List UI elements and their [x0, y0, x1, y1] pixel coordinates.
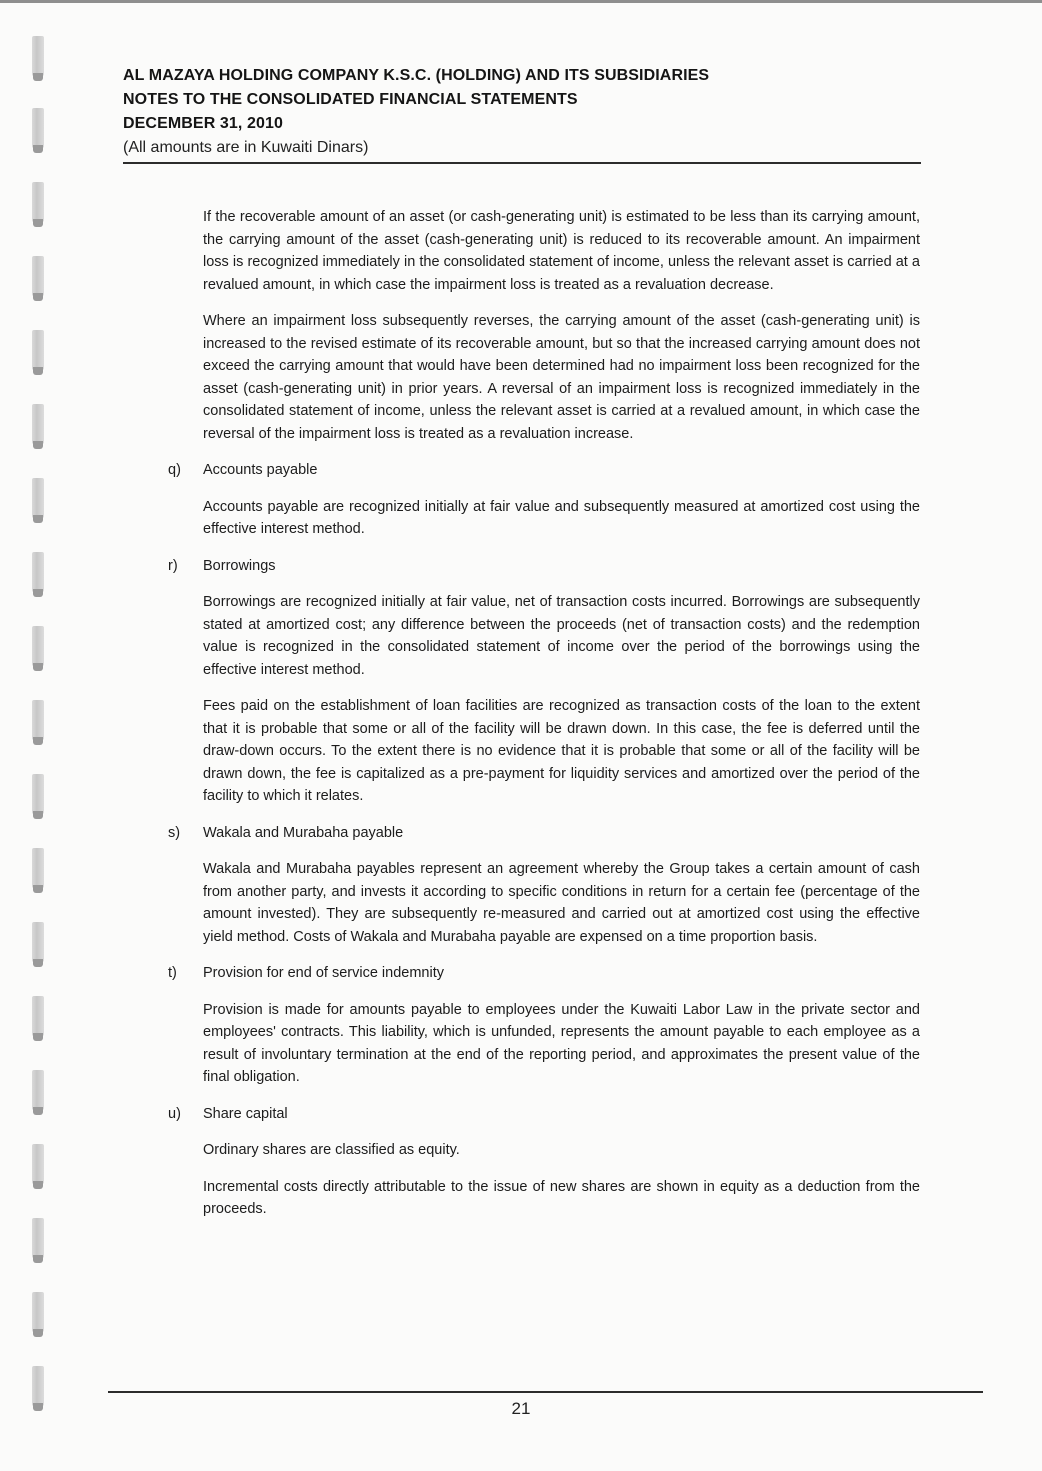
binding-hole [32, 330, 44, 370]
section-title: Provision for end of service indemnity [203, 965, 444, 981]
section-paragraph: Wakala and Murabaha payables represent an agreement whereby the Group takes a certain amount of cash from another party, and invests it according to specific conditions in return for a certain fee (percentage of the amount invested). They are subsequently re-measured and carried out at amortized cost using the effective yield method. Costs of Wakala and Murabaha payable are expensed on a time proportion basis. [203, 861, 920, 945]
impairment-reversal-paragraph: Where an impairment loss subsequently reverses, the carrying amount of the asset (cash-generating unit) is increased to the revised estimate of its recoverable amount, but so that the increased carrying amount does not exceed the carrying amount that would have been determined had no impairment loss been recognized for the asset (cash-generating unit) in prior years. A reversal of an impairment loss is recognized immediately in the consolidated statement of income, unless the relevant asset is carried at a revalued amount, in which case the reversal of the impairment loss is treated as a revaluation increase. [203, 313, 920, 442]
company-name: AL MAZAYA HOLDING COMPANY K.S.C. (HOLDING) AND ITS SUBSIDIARIES [123, 67, 710, 84]
binding-hole [32, 1292, 44, 1332]
section-marker: u) [168, 1105, 181, 1122]
section-title: Wakala and Murabaha payable [203, 824, 404, 841]
notes-title: NOTES TO THE CONSOLIDATED FINANCIAL STATEMENTS [123, 91, 578, 108]
section-paragraph: Ordinary shares are classified as equity. [203, 1142, 460, 1158]
binding-hole [32, 700, 44, 740]
header-rule [123, 162, 921, 164]
impairment-paragraph: If the recoverable amount of an asset (or cash-generating unit) is estimated to be less than its carrying amount, the carrying amount of the asset (cash-generating unit) is reduced to its recoverable amount. An impairment loss is recognized immediately in the consolidated statement of income, unless the relevant asset is carried at a revalued amount, in which case the impairment loss is treated as a revaluation decrease. [203, 209, 920, 293]
section-paragraph: Fees paid on the establishment of loan facilities are recognized as transaction costs of the loan to the extent that it is probable that some or all of the facility will be drawn down. In this case, the fee is deferred until the draw-down occurs. To the extent there is no evidence that it is probable that some or all of the facility will be drawn down, the fee is capitalized as a pre-payment for liquidity services and amortized over the period of the facility to which it relates. [203, 698, 920, 804]
section-heading-wakala-murabaha [168, 822, 920, 845]
binding-hole [32, 1070, 44, 1110]
binding-hole [32, 552, 44, 592]
binding-holes [30, 36, 48, 1456]
footer-rule [108, 1391, 983, 1393]
binding-hole [32, 108, 44, 148]
section-marker: q) [168, 462, 181, 478]
section-title: Borrowings [203, 557, 276, 574]
binding-hole [32, 922, 44, 962]
notes-body [168, 206, 920, 1235]
section-title: Share capital [203, 1105, 288, 1122]
report-date: DECEMBER 31, 2010 [123, 115, 283, 132]
binding-hole [32, 478, 44, 518]
binding-hole [32, 1218, 44, 1258]
section-title: Accounts payable [203, 462, 318, 478]
binding-hole [32, 36, 44, 76]
binding-hole [32, 256, 44, 296]
section-paragraph: Borrowings are recognized initially at fair value, net of transaction costs incurred. Borrowings are subsequently stated at amortized cost; any difference between the proceeds (net of transaction costs) and the redemption value is recognized in the consolidated statement of income over the period of the borrowings using the effective interest method. [203, 594, 920, 678]
binding-hole [32, 774, 44, 814]
section-heading-end-of-service [168, 962, 920, 985]
document-header [123, 64, 921, 160]
section-paragraph: Incremental costs directly attributable to the issue of new shares are shown in equity as a deduction from the proceeds. [203, 1178, 920, 1217]
binding-hole [32, 182, 44, 222]
section-marker: r) [168, 557, 178, 574]
currency-note: (All amounts are in Kuwaiti Dinars) [123, 139, 369, 156]
section-paragraph: Accounts payable are recognized initially at fair value and subsequently measured at amortized cost using the effective interest method. [203, 498, 920, 537]
binding-hole [32, 848, 44, 888]
section-paragraph: Provision is made for amounts payable to employees under the Kuwaiti Labor Law in the private sector and employees' contracts. This liability, which is unfunded, represents the amount payable to each employee as a result of involuntary termination at the end of the reporting period, and approximates the present value of the final obligation. [203, 1001, 920, 1085]
binding-hole [32, 1144, 44, 1184]
section-heading-accounts-payable [168, 459, 920, 482]
section-heading-borrowings [168, 555, 920, 578]
top-edge-rule [0, 0, 1042, 3]
section-heading-share-capital [168, 1103, 920, 1126]
section-marker: t) [168, 965, 177, 981]
binding-hole [32, 996, 44, 1036]
binding-hole [32, 626, 44, 666]
section-marker: s) [168, 824, 181, 841]
binding-hole [32, 404, 44, 444]
page-number: 21 [511, 1399, 531, 1418]
